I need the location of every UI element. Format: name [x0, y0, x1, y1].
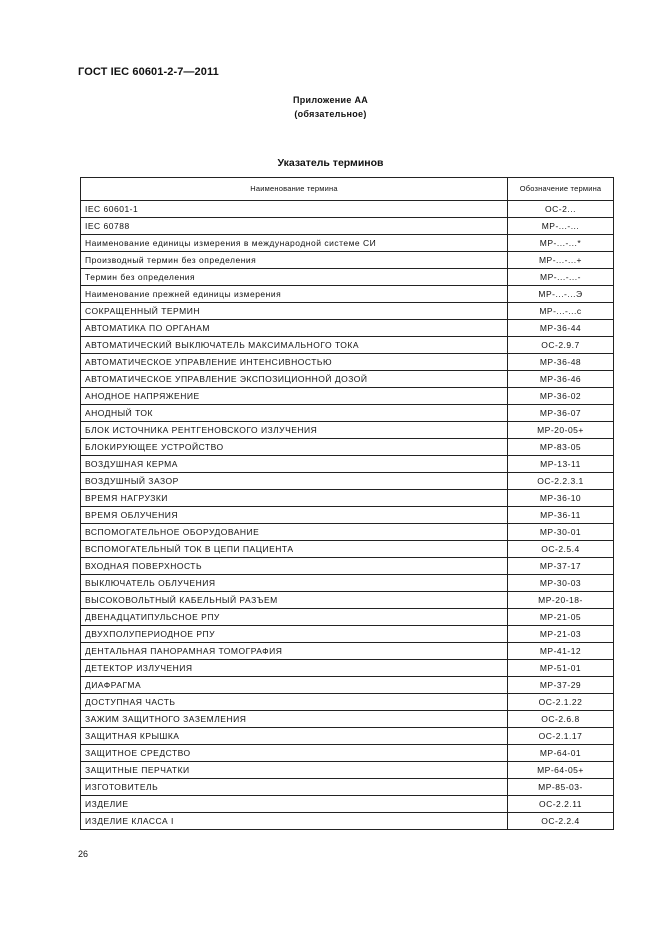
code-cell: MP-41-12: [508, 643, 614, 660]
table-row: [81, 626, 614, 643]
table-row: [81, 456, 614, 473]
table-row: [81, 201, 614, 218]
term-cell: ВОЗДУШНАЯ КЕРМА: [81, 456, 508, 473]
standard-header: ГОСТ IEC 60601-2-7—2011: [78, 66, 219, 78]
term-cell: АНОДНЫЙ ТОК: [81, 405, 508, 422]
term-cell: ВХОДНАЯ ПОВЕРХНОСТЬ: [81, 558, 508, 575]
term-cell: ДЕНТАЛЬНАЯ ПАНОРАМНАЯ ТОМОГРАФИЯ: [81, 643, 508, 660]
table-row: [81, 473, 614, 490]
code-cell: MP-37-17: [508, 558, 614, 575]
code-cell: MP-...-...: [508, 218, 614, 235]
term-cell: АВТОМАТИЧЕСКОЕ УПРАВЛЕНИЕ ЭКСПОЗИЦИОННОЙ ДОЗОЙ: [81, 371, 508, 388]
term-cell: ВРЕМЯ НАГРУЗКИ: [81, 490, 508, 507]
term-cell: СОКРАЩЕННЫЙ ТЕРМИН: [81, 303, 508, 320]
table-header-row: [81, 178, 614, 201]
table-row: [81, 507, 614, 524]
table-row: [81, 235, 614, 252]
code-cell: MP-36-07: [508, 405, 614, 422]
table-row: [81, 796, 614, 813]
term-cell: ВСПОМОГАТЕЛЬНЫЙ ТОК В ЦЕПИ ПАЦИЕНТА: [81, 541, 508, 558]
code-cell: OC-2...: [508, 201, 614, 218]
table-row: [81, 779, 614, 796]
page-number: 26: [78, 849, 89, 859]
term-cell: Производный термин без определения: [81, 252, 508, 269]
table-row: [81, 388, 614, 405]
appendix-note: (обязательное): [294, 109, 367, 119]
code-cell: MP-30-01: [508, 524, 614, 541]
table-row: [81, 354, 614, 371]
appendix-title: Приложение АА: [292, 95, 369, 105]
term-cell: ВЫКЛЮЧАТЕЛЬ ОБЛУЧЕНИЯ: [81, 575, 508, 592]
table-row: [81, 575, 614, 592]
table-row: [81, 524, 614, 541]
code-cell: MP-36-48: [508, 354, 614, 371]
term-cell: ЗАЖИМ ЗАЩИТНОГО ЗАЗЕМЛЕНИЯ: [81, 711, 508, 728]
table-row: [81, 422, 614, 439]
table-row: [81, 728, 614, 745]
term-cell: IEC 60601-1: [81, 201, 508, 218]
code-cell: MP-...-...Э: [508, 286, 614, 303]
code-cell: MP-...-...c: [508, 303, 614, 320]
term-cell: ДИАФРАГМА: [81, 677, 508, 694]
code-cell: MP-85-03-: [508, 779, 614, 796]
code-cell: MP-...-...+: [508, 252, 614, 269]
term-cell: ДВЕНАДЦАТИПУЛЬСНОЕ РПУ: [81, 609, 508, 626]
code-cell: MP-64-01: [508, 745, 614, 762]
code-cell: OC-2.2.3.1: [508, 473, 614, 490]
table-row: [81, 592, 614, 609]
table-row: [81, 711, 614, 728]
terms-table-body: [81, 201, 614, 830]
table-row: [81, 303, 614, 320]
term-cell: ДЕТЕКТОР ИЗЛУЧЕНИЯ: [81, 660, 508, 677]
code-cell: MP-21-05: [508, 609, 614, 626]
term-cell: ЗАЩИТНОЕ СРЕДСТВО: [81, 745, 508, 762]
table-row: [81, 694, 614, 711]
term-cell: ДОСТУПНАЯ ЧАСТЬ: [81, 694, 508, 711]
index-title: Указатель терминов: [277, 157, 384, 169]
code-cell: OC-2.5.4: [508, 541, 614, 558]
table-row: [81, 558, 614, 575]
code-cell: MP-36-10: [508, 490, 614, 507]
terms-table: [80, 177, 614, 830]
term-cell: АВТОМАТИКА ПО ОРГАНАМ: [81, 320, 508, 337]
code-cell: OC-2.6.8: [508, 711, 614, 728]
term-cell: Термин без определения: [81, 269, 508, 286]
table-row: [81, 286, 614, 303]
term-cell: ВОЗДУШНЫЙ ЗАЗОР: [81, 473, 508, 490]
term-cell: АВТОМАТИЧЕСКИЙ ВЫКЛЮЧАТЕЛЬ МАКСИМАЛЬНОГО ТОКА: [81, 337, 508, 354]
term-cell: Наименование единицы измерения в международной системе СИ: [81, 235, 508, 252]
code-cell: MP-51-01: [508, 660, 614, 677]
column-header-term: Наименование термина: [81, 178, 508, 201]
code-cell: OC-2.1.17: [508, 728, 614, 745]
term-cell: ВЫСОКОВОЛЬТНЫЙ КАБЕЛЬНЫЙ РАЗЪЕМ: [81, 592, 508, 609]
code-cell: MP-36-02: [508, 388, 614, 405]
table-row: [81, 320, 614, 337]
code-cell: OC-2.1.22: [508, 694, 614, 711]
table-row: [81, 439, 614, 456]
code-cell: MP-36-46: [508, 371, 614, 388]
term-cell: ИЗГОТОВИТЕЛЬ: [81, 779, 508, 796]
table-row: [81, 269, 614, 286]
table-row: [81, 745, 614, 762]
table-row: [81, 762, 614, 779]
code-cell: MP-36-44: [508, 320, 614, 337]
table-row: [81, 813, 614, 830]
term-cell: ВРЕМЯ ОБЛУЧЕНИЯ: [81, 507, 508, 524]
code-cell: OC-2.2.11: [508, 796, 614, 813]
term-cell: АВТОМАТИЧЕСКОЕ УПРАВЛЕНИЕ ИНТЕНСИВНОСТЬЮ: [81, 354, 508, 371]
column-header-code: Обозначение термина: [508, 178, 614, 201]
table-row: [81, 405, 614, 422]
code-cell: OC-2.2.4: [508, 813, 614, 830]
code-cell: MP-13-11: [508, 456, 614, 473]
term-cell: ДВУХПОЛУПЕРИОДНОЕ РПУ: [81, 626, 508, 643]
table-row: [81, 541, 614, 558]
code-cell: MP-83-05: [508, 439, 614, 456]
code-cell: MP-30-03: [508, 575, 614, 592]
code-cell: MP-64-05+: [508, 762, 614, 779]
table-row: [81, 337, 614, 354]
term-cell: АНОДНОЕ НАПРЯЖЕНИЕ: [81, 388, 508, 405]
table-row: [81, 218, 614, 235]
table-row: [81, 677, 614, 694]
term-cell: ИЗДЕЛИЕ: [81, 796, 508, 813]
code-cell: MP-...-...-: [508, 269, 614, 286]
term-cell: ВСПОМОГАТЕЛЬНОЕ ОБОРУДОВАНИЕ: [81, 524, 508, 541]
table-row: [81, 371, 614, 388]
code-cell: MP-20-05+: [508, 422, 614, 439]
term-cell: ЗАЩИТНЫЕ ПЕРЧАТКИ: [81, 762, 508, 779]
code-cell: MP-20-18-: [508, 592, 614, 609]
table-row: [81, 490, 614, 507]
table-row: [81, 252, 614, 269]
code-cell: MP-21-03: [508, 626, 614, 643]
table-row: [81, 643, 614, 660]
table-row: [81, 660, 614, 677]
code-cell: OC-2.9.7: [508, 337, 614, 354]
term-cell: БЛОК ИСТОЧНИКА РЕНТГЕНОВСКОГО ИЗЛУЧЕНИЯ: [81, 422, 508, 439]
term-cell: БЛОКИРУЮЩЕЕ УСТРОЙСТВО: [81, 439, 508, 456]
code-cell: MP-...-...*: [508, 235, 614, 252]
term-cell: Наименование прежней единицы измерения: [81, 286, 508, 303]
term-cell: ЗАЩИТНАЯ КРЫШКА: [81, 728, 508, 745]
code-cell: MP-36-11: [508, 507, 614, 524]
table-row: [81, 609, 614, 626]
term-cell: IEC 60788: [81, 218, 508, 235]
term-cell: ИЗДЕЛИЕ КЛАССА I: [81, 813, 508, 830]
code-cell: MP-37-29: [508, 677, 614, 694]
